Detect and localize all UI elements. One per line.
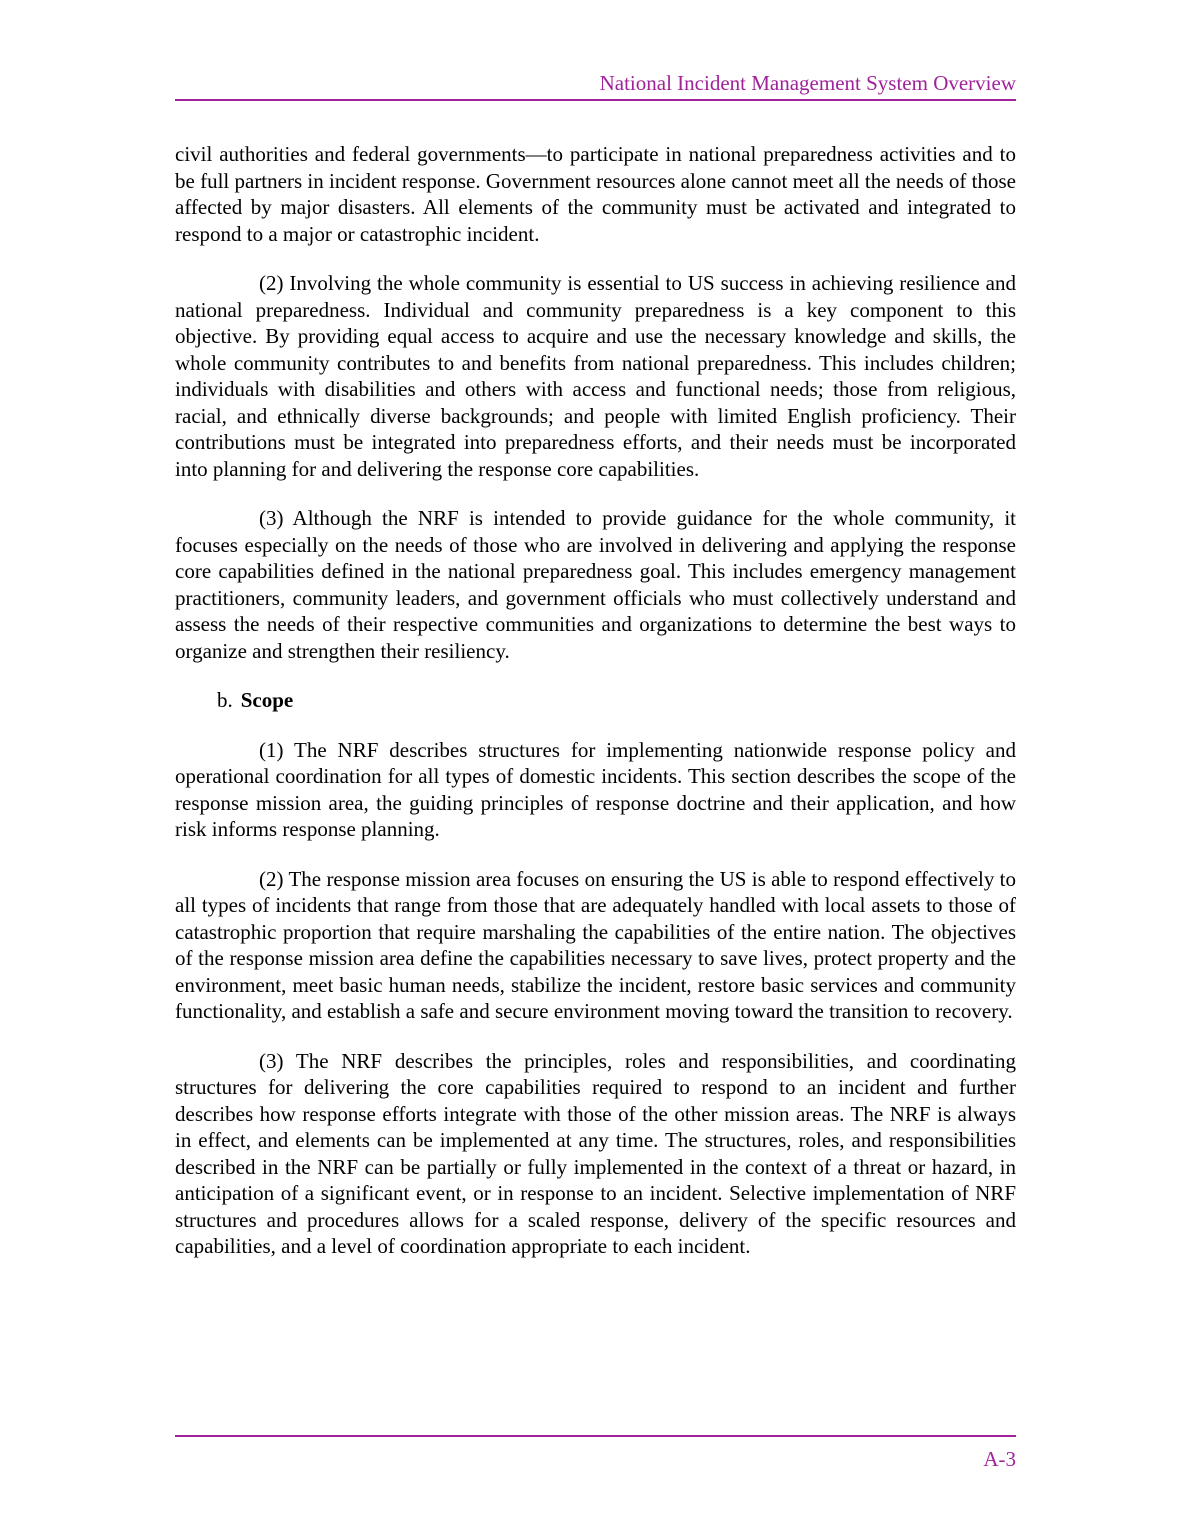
- running-header: National Incident Management System Overview: [599, 71, 1016, 95]
- section-title: Scope: [240, 688, 294, 712]
- footer-rule: [175, 1435, 1016, 1437]
- page-number: A-3: [983, 1447, 1016, 1471]
- header-rule: [175, 99, 1016, 101]
- section-heading-scope: [175, 687, 1016, 714]
- scope-paragraph-3: (3) The NRF describes the principles, roles and responsibilities, and coordinating structures for delivering the core capabilities required to respond to an incident and further describes how response efforts integrate with those of the other mission areas. The NRF is always in effect, and elements can be implemented at any time. The structures, roles, and responsibilities described in the NRF can be partially or fully implemented in the context of a threat or hazard, in anticipation of a significant event, or in response to an incident. Selective implementation of NRF structures and procedures allows for a scaled response, delivery of the specific resources and capabilities, and a level of coordination appropriate to each incident.: [175, 1048, 1016, 1258]
- scope-paragraph-1: (1) The NRF describes structures for implementing nationwide response policy and operational coordination for all types of domestic incidents. This section describes the scope of the response mission area, the guiding principles of response doctrine and their application, and how risk informs response planning.: [175, 737, 1016, 841]
- scope-paragraph-2: (2) The response mission area focuses on ensuring the US is able to respond effectively to all types of incidents that range from those that are adequately handled with local assets to those of catastrophic proportion that require marshaling the capabilities of the entire nation. The objectives of the response mission area define the capabilities necessary to save lives, protect property and the environment, meet basic human needs, stabilize the incident, restore basic services and community functionality, and establish a safe and secure environment moving toward the transition to recovery.: [175, 866, 1016, 1023]
- body-text: [175, 141, 1016, 1283]
- paragraph-intro: civil authorities and federal governments—to participate in national preparedness activities and to be full partners in incident response. Government resources alone cannot meet all the needs of those affected by major disasters. All elements of the community must be activated and integrated to respond to a major or catastrophic incident.: [175, 142, 1016, 246]
- paragraph-2: (2) Involving the whole community is essential to US success in achieving resilience and national preparedness. Individual and community preparedness is a key component to this objective. By providing equal access to acquire and use the necessary knowledge and skills, the whole community contributes to and benefits from national preparedness. This includes children; individuals with disabilities and others with access and functional needs; those from religious, racial, and ethnically diverse backgrounds; and people with limited English proficiency. Their contributions must be integrated into preparedness efforts, and their needs must be incorporated into planning for and delivering the response core capabilities.: [175, 271, 1016, 481]
- paragraph-3: (3) Although the NRF is intended to provide guidance for the whole community, it focuses especially on the needs of those who are involved in delivering and applying the response core capabilities defined in the national preparedness goal. This includes emergency management practitioners, community leaders, and government officials who must collectively understand and assess the needs of their respective communities and organizations to determine the best ways to organize and strengthen their resiliency.: [175, 506, 1016, 663]
- section-letter: b.: [217, 688, 233, 712]
